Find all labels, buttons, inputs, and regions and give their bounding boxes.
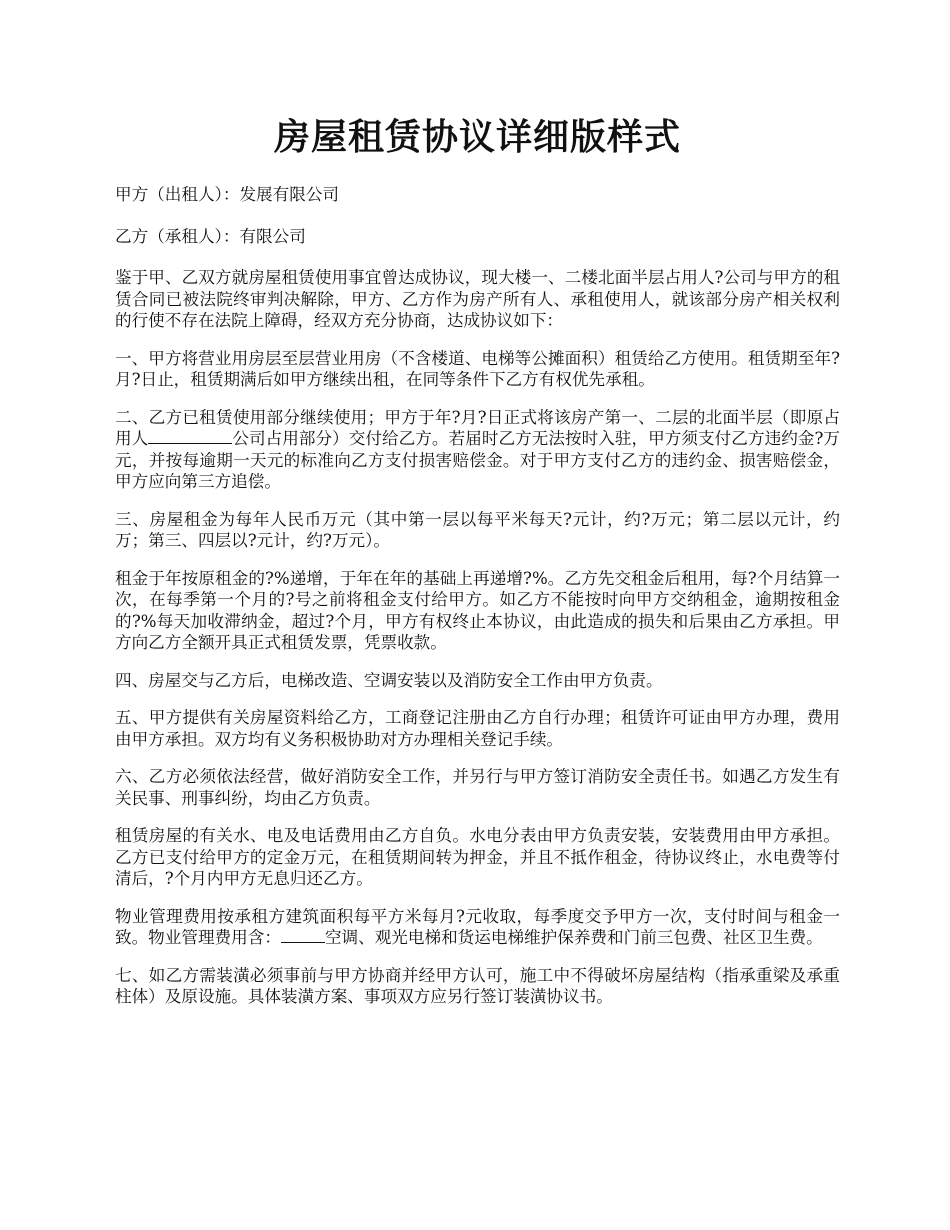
rent-payment-paragraph: 租金于年按原租金的?%递增，于年在年的基础上再递增?%。乙方先交租金后租用，每?个月结算一次，在每季第一个月的?号之前将租金支付给甲方。如乙方不能按时向甲方交纳租金，逾期按租金的?%每天加收滞纳金，超过?个月，甲方有权终止本协议，由此造成的损失和后果由乙方承担。甲方向乙方全额开具正式租赁发票，凭票收款。 bbox=[115, 568, 840, 652]
document-title: 房屋租赁协议详细版样式 bbox=[273, 116, 681, 158]
clause-5-paragraph: 五、甲方提供有关房屋资料给乙方，工商登记注册由乙方自行办理；租赁许可证由甲方办理，费用由甲方承担。双方均有义务积极协助对方办理相关登记手续。 bbox=[115, 708, 840, 749]
document-page bbox=[115, 112, 840, 1024]
original-occupant-blank bbox=[148, 428, 232, 444]
clause-2-paragraph bbox=[115, 407, 840, 493]
preamble-paragraph: 鉴于甲、乙双方就房屋租赁使用事宜曾达成协议，现大楼一、二楼北面半层占用人?公司与甲方的租赁合同已被法院终审判决解除，甲方、乙方作为房产所有人、承租使用人，就该部分房产相关权利的行使不存在法院上障碍，经双方充分协商，达成协议如下： bbox=[115, 268, 840, 330]
party-a-line: 甲方（出租人）：发展有限公司 bbox=[115, 185, 340, 204]
clause-2-text-start: 二、乙方已租赁使用部分继续使用；甲方于年?月?日正式将该房产第一、二层的北面半层（即原占用人 bbox=[115, 407, 840, 448]
property-fee-text-start: 物业管理费用按承租方建筑面积每平方米每月?元收取，每季度交予甲方一次，支付时间与租金一致。物业管理费用含： bbox=[115, 906, 840, 947]
property-fee-paragraph bbox=[115, 906, 840, 949]
clause-1-paragraph: 一、甲方将营业用房层至层营业用房（不含楼道、电梯等公摊面积）租赁给乙方使用。租赁期至年?月?日止，租赁期满后如甲方继续出租，在同等条件下乙方有权优先承租。 bbox=[115, 348, 840, 389]
clause-7-paragraph: 七、如乙方需装潢必须事前与甲方协商并经甲方认可，施工中不得破坏房屋结构（指承重梁及承重柱体）及原设施。具体装潢方案、事项双方应另行签订装潢协议书。 bbox=[115, 965, 840, 1006]
party-b-line: 乙方（承租人）：有限公司 bbox=[115, 226, 306, 246]
clause-3-paragraph: 三、房屋租金为每年人民币万元（其中第一层以每平米每天?元计，约?万元；第二层以元计，约万；第三、四层以?元计，约?万元）。 bbox=[115, 509, 840, 550]
clause-4-paragraph: 四、房屋交与乙方后，电梯改造、空调安装以及消防安全工作由甲方负责。 bbox=[115, 670, 663, 690]
utilities-paragraph: 租赁房屋的有关水、电及电话费用由乙方自负。水电分表由甲方负责安装，安装费用由甲方承担。乙方已支付给甲方的定金万元，在租赁期间转为押金，并且不抵作租金，待协议终止，水电费等付清后，?个月内甲方无息归还乙方。 bbox=[115, 826, 840, 888]
clause-6-paragraph: 六、乙方必须依法经营，做好消防安全工作，并另行与甲方签订消防安全责任书。如遇乙方发生有关民事、刑事纠纷，均由乙方负责。 bbox=[115, 767, 840, 808]
property-fee-text-end: 空调、观光电梯和货运电梯维护保养费和门前三包费、社区卫生费。 bbox=[324, 928, 823, 947]
clause-2-text-end: 公司占用部分）交付给乙方。若届时乙方无法按时入驻，甲方须支付乙方违约金?万元，并按每逾期一天元的标准向乙方支付损害赔偿金。对于甲方支付乙方的违约金、损害赔偿金，甲方应向第三方追偿。 bbox=[115, 429, 841, 491]
property-fee-blank bbox=[281, 927, 325, 943]
